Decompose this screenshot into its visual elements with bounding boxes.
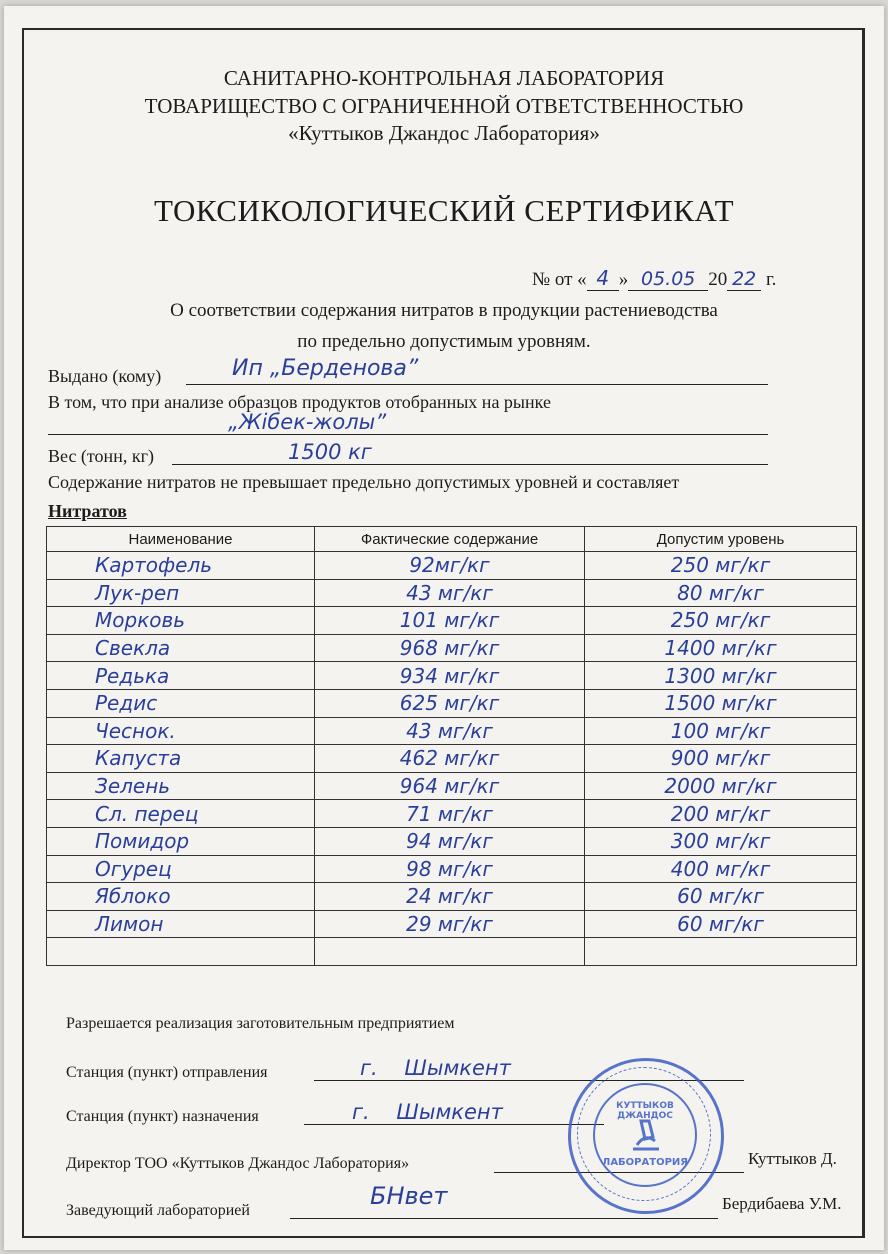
product-name: Лимон xyxy=(47,910,315,938)
table-header-row xyxy=(47,527,857,552)
allowed-level: 250 мг/кг xyxy=(585,552,857,580)
document-title: ТОКСИКОЛОГИЧЕСКИЙ СЕРТИФИКАТ xyxy=(153,193,735,228)
allowed-level: 60 мг/кг xyxy=(585,883,857,911)
table-row xyxy=(47,827,857,855)
actual-content: 71 мг/кг xyxy=(315,800,585,828)
product-name: Редис xyxy=(47,689,315,717)
product-name: Картофель xyxy=(47,552,315,580)
allowed-level: 80 мг/кг xyxy=(585,579,857,607)
table-row xyxy=(47,717,857,745)
head-lab-name: Бердибаева У.М. xyxy=(722,1194,842,1213)
header-line-2: ТОВАРИЩЕСТВО С ОГРАНИЧЕННОЙ ОТВЕТСТВЕННОСТЬЮ xyxy=(144,94,744,118)
table-row xyxy=(47,579,857,607)
content-statement: Содержание нитратов не превышает предельно допустимых уровней и составляет xyxy=(48,472,680,492)
stamp-text-bottom: ЛАБОРАТОРИЯ xyxy=(602,1157,688,1168)
table-row xyxy=(47,938,857,966)
allowed-level xyxy=(585,938,857,966)
number-prefix: № от « xyxy=(532,269,587,290)
actual-content: 934 мг/кг xyxy=(315,662,585,690)
actual-content xyxy=(315,938,585,966)
destination-value: г. Шымкент xyxy=(352,1100,503,1124)
actual-content: 462 мг/кг xyxy=(315,745,585,773)
table-row xyxy=(47,662,857,690)
issued-to-value: Ип „Берденова” xyxy=(232,356,419,381)
header-line-3: «Куттыков Джандос Лаборатория» xyxy=(288,121,600,145)
table-row xyxy=(47,689,857,717)
weight-underline xyxy=(172,464,768,465)
allowed-level: 60 мг/кг xyxy=(585,910,857,938)
year-prefix: 20 xyxy=(708,269,728,290)
departure-label: Станция (пункт) отправления xyxy=(66,1064,268,1081)
table-row xyxy=(47,772,857,800)
product-name: Капуста xyxy=(47,745,315,773)
product-name: Лук-реп xyxy=(47,579,315,607)
allowed-level: 1500 мг/кг xyxy=(585,689,857,717)
product-name: Яблоко xyxy=(47,883,315,911)
permission-text: Разрешается реализация заготовительным предприятием xyxy=(66,1015,455,1032)
table-row xyxy=(47,552,857,580)
product-name xyxy=(47,938,315,966)
departure-value: г. Шымкент xyxy=(360,1056,511,1080)
microscope-icon xyxy=(623,1117,667,1153)
head-lab-signature-line xyxy=(290,1218,718,1219)
allowed-level: 2000 мг/кг xyxy=(585,772,857,800)
actual-content: 92мг/кг xyxy=(315,552,585,580)
issued-to-label: Выдано (кому) xyxy=(48,366,162,386)
destination-underline xyxy=(304,1124,604,1125)
weight-label: Вес (тонн, кг) xyxy=(48,446,154,466)
table-row xyxy=(47,607,857,635)
allowed-level: 300 мг/кг xyxy=(585,827,857,855)
actual-content: 101 мг/кг xyxy=(315,607,585,635)
table-row xyxy=(47,910,857,938)
allowed-level: 200 мг/кг xyxy=(585,800,857,828)
table-row xyxy=(47,634,857,662)
product-name: Редька xyxy=(47,662,315,690)
analysis-label: В том, что при анализе образцов продуктов отобранных на рынке xyxy=(48,392,551,412)
quote-close: » xyxy=(618,269,629,290)
actual-content: 968 мг/кг xyxy=(315,634,585,662)
allowed-level: 250 мг/кг xyxy=(585,607,857,635)
product-name: Огурец xyxy=(47,855,315,883)
section-label: Нитратов xyxy=(48,501,127,521)
subtitle-line-2: по предельно допустимым уровням. xyxy=(297,331,591,352)
actual-content: 43 мг/кг xyxy=(315,579,585,607)
product-name: Сл. перец xyxy=(47,800,315,828)
table-row xyxy=(47,800,857,828)
actual-content: 24 мг/кг xyxy=(315,883,585,911)
actual-content: 964 мг/кг xyxy=(315,772,585,800)
analysis-underline xyxy=(48,434,768,435)
header-line-1: САНИТАРНО-КОНТРОЛЬНАЯ ЛАБОРАТОРИЯ xyxy=(223,66,665,90)
product-name: Морковь xyxy=(47,607,315,635)
actual-content: 625 мг/кг xyxy=(315,689,585,717)
destination-label: Станция (пункт) назначения xyxy=(66,1108,259,1125)
nitrates-table xyxy=(46,526,857,966)
table-row xyxy=(47,883,857,911)
issued-to-underline xyxy=(186,384,768,385)
product-name: Чеснок. xyxy=(47,717,315,745)
allowed-level: 900 мг/кг xyxy=(585,745,857,773)
product-name: Зелень xyxy=(47,772,315,800)
product-name: Помидор xyxy=(47,827,315,855)
allowed-level: 1400 мг/кг xyxy=(585,634,857,662)
allowed-level: 400 мг/кг xyxy=(585,855,857,883)
table-row xyxy=(47,855,857,883)
date-month: 05.05 xyxy=(628,268,708,291)
header-name: Наименование xyxy=(47,527,315,552)
director-name: Куттыков Д. xyxy=(748,1149,837,1168)
head-lab-label: Заведующий лабораторией xyxy=(66,1202,250,1219)
allowed-level: 1300 мг/кг xyxy=(585,662,857,690)
date-day: 4 xyxy=(587,266,619,291)
actual-content: 29 мг/кг xyxy=(315,910,585,938)
actual-content: 94 мг/кг xyxy=(315,827,585,855)
laboratory-stamp xyxy=(568,1058,724,1214)
director-label: Директор ТОО «Куттыков Джандос Лаборатория» xyxy=(66,1155,410,1172)
stamp-text-top: КУТТЫКОВ ДЖАНДОС xyxy=(616,1101,674,1121)
table-row xyxy=(47,745,857,773)
head-lab-signature: БНвет xyxy=(370,1182,448,1210)
date-line xyxy=(532,266,776,291)
subtitle-line-1: О соответствии содержания нитратов в продукции растениеводства xyxy=(170,300,718,321)
header-allowed: Допустим уровень xyxy=(585,527,857,552)
weight-value: 1500 кг xyxy=(288,440,372,464)
allowed-level: 100 мг/кг xyxy=(585,717,857,745)
actual-content: 98 мг/кг xyxy=(315,855,585,883)
year-suffix: 22 xyxy=(727,268,761,291)
header-actual: Фактические содержание xyxy=(315,527,585,552)
analysis-value: „Жібек-жолы” xyxy=(228,410,387,434)
product-name: Свекла xyxy=(47,634,315,662)
actual-content: 43 мг/кг xyxy=(315,717,585,745)
year-unit: г. xyxy=(765,269,777,290)
